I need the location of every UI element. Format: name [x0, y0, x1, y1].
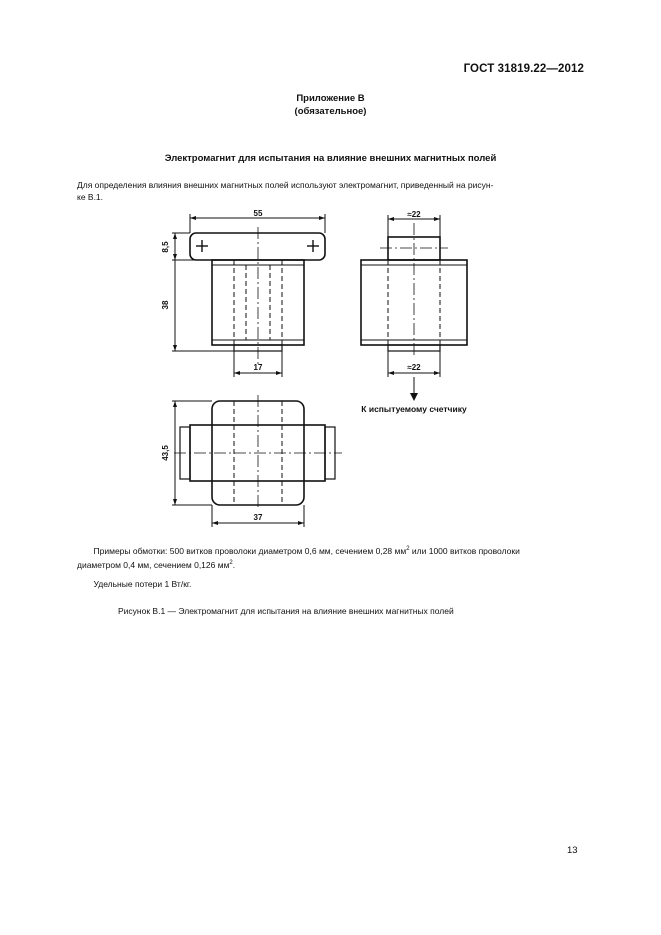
dim-side-top: ≈22: [407, 210, 421, 219]
dim-plan-height: 43,5: [161, 445, 170, 461]
top-plate: [190, 233, 325, 260]
examples-line-1: Примеры обмотки: 500 витков проволоки диаметром 0,6 мм, сечением 0,28 $мм^2$ или 1000 витков проволоки: [93, 545, 520, 556]
dim-plan-width: 37: [253, 513, 263, 522]
page-number: 13: [567, 845, 578, 856]
examples-paragraph: [77, 543, 585, 571]
figure-caption: Рисунок В.1 — Электромагнит для испытания на влияние внешних магнитных полей: [118, 606, 454, 616]
losses-text: Удельные потери 1 Вт/кг.: [93, 579, 192, 589]
arrow-note: К испытуемому счетчику: [361, 404, 467, 414]
section-title: Электромагнит для испытания на влияние внешних магнитных полей: [164, 153, 497, 164]
intro-line-1: [77, 179, 585, 191]
losses-paragraph: [77, 578, 585, 590]
dim-plate-height: 8,5: [161, 241, 170, 253]
dim-core-height: 38: [161, 300, 170, 310]
dim-top-width: 55: [253, 209, 263, 218]
standard-designation: ГОСТ 31819.22—2012: [463, 63, 584, 75]
appendix-subtitle: (обязательное): [294, 106, 367, 117]
electromagnet-drawing: [150, 205, 490, 535]
examples-line-2: диаметром 0,4 мм, сечением 0,126 $мм^2$.: [77, 559, 236, 570]
dim-bottom-width: 17: [253, 363, 263, 372]
dim-side-bottom: ≈22: [407, 363, 421, 372]
intro-text-1: Для определения влияния внешних магнитных полей используют электромагнит, приведенный на рисун-: [77, 180, 494, 190]
appendix-heading: [0, 92, 661, 118]
appendix-title: Приложение В: [296, 93, 365, 104]
intro-line-2: ке В.1.: [77, 192, 104, 202]
intro-paragraph: [77, 179, 585, 203]
